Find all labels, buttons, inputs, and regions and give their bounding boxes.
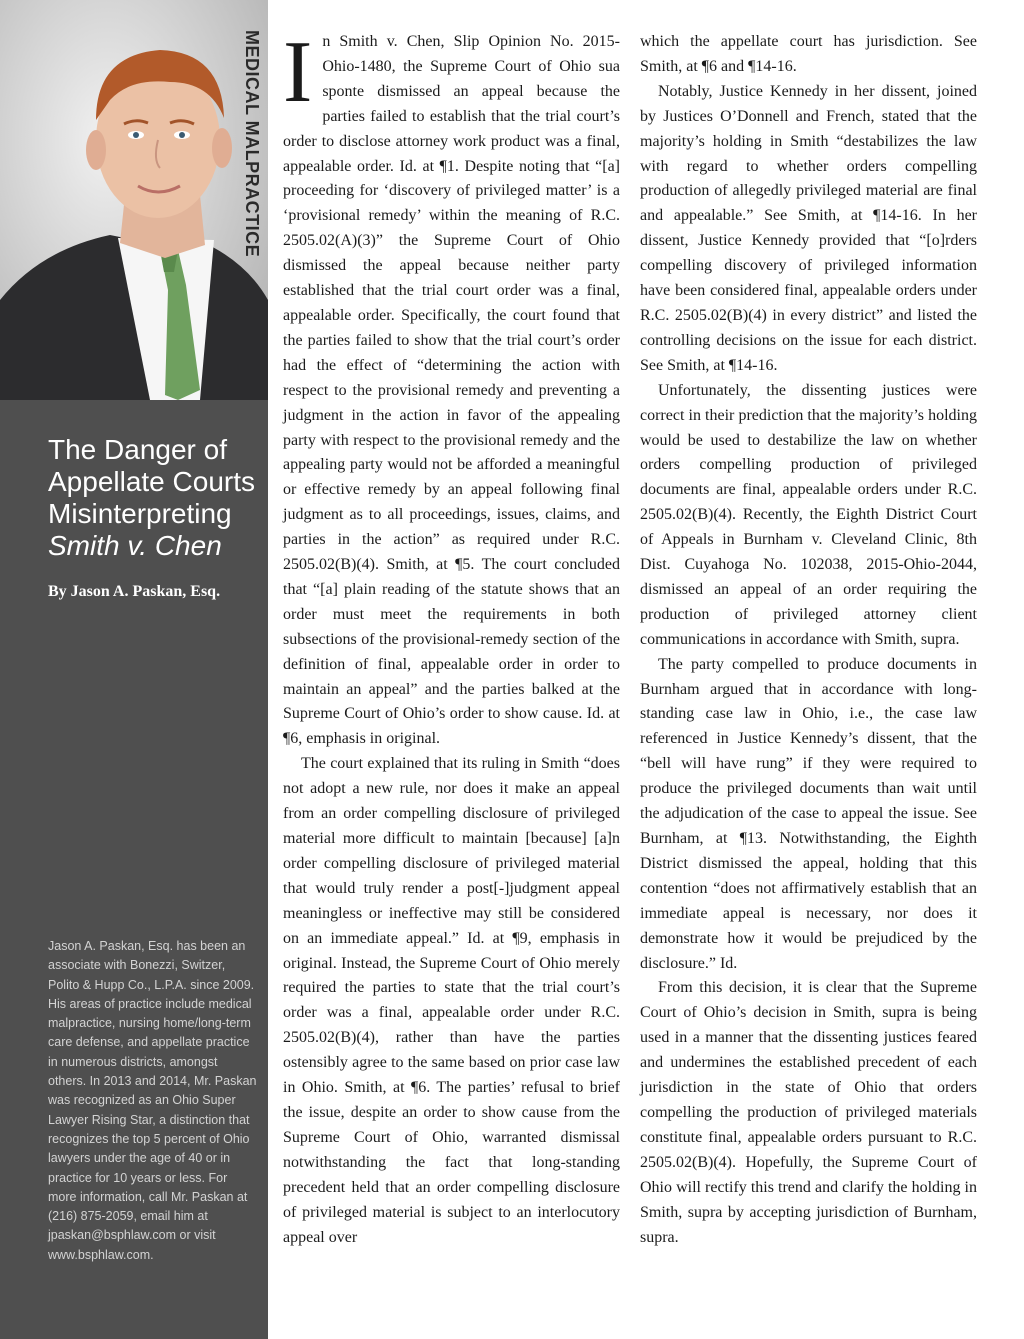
paragraph: From this decision, it is clear that the Supreme Court of Ohio’s decision in Smith, supra is being used in a manner that the dissenting justices feared and undermines the established precedent of each jurisdiction in the state of Ohio that orders compelling the production of privileged materials constitute final, appealable orders pursuant to R.C. 2505.02(B)(4). Hopefully, the Supreme Court of Ohio will rectify this trend and clarify the holding in Smith, supra by accepting jurisdiction of Burnham, supra. xyxy=(640,979,977,1246)
author-photo xyxy=(0,0,268,400)
author-portrait-image xyxy=(0,0,268,400)
title-line-3: Misinterpreting xyxy=(48,498,232,529)
article-title xyxy=(48,434,273,562)
paragraph: Notably, Justice Kennedy in her dissent, joined by Justices O’Donnell and French, stated that the majority’s holding in Smith “destabilizes the law with regard to whether orders compelling production of allegedly privileged material are final and appealable.” See Smith, at ¶14-16. In her dissent, Justice Kennedy provided that “[o]rders compelling discovery of privileged information have been considered final, appealable orders under R.C. 2505.02(B)(4) in every district” and listed the controlling decisions on the issue for each district. See Smith, at ¶14-16. xyxy=(640,82,977,374)
paragraph: which the appellate court has jurisdiction. See Smith, at ¶6 and ¶14-16. xyxy=(640,33,977,75)
article-column-2 xyxy=(640,30,977,1250)
paragraph: The court explained that its ruling in Smith “does not adopt a new rule, nor does it make an appeal from an order compelling disclosure of privileged material more difficult to maintain [because] [a]n order compelling disclosure of privileged material that would truly render a post[-]judgment appeal meaningless or ineffective may still be considered on an immediate appeal.” Id. at ¶9, emphasis in original. Instead, the Supreme Court of Ohio merely required the parties to state that the trial court’s order was a final, appealable order under R.C. 2505.02(B)(4), rather than have the parties ostensibly agree to the same based on prior case law in Ohio. Smith, at ¶6. The parties’ refusal to brief the issue, despite an order to show cause from the Supreme Court of Ohio, warranted dismissal notwithstanding the fact that long-standing precedent held that an order compelling disclosure of privileged material is subject to an interlocutory appeal over xyxy=(283,755,620,1246)
drop-cap: I xyxy=(283,24,313,121)
paragraph: Unfortunately, the dissenting justices were correct in their prediction that the majority’s holding would be used to destabilize the law on whether orders compelling production of privileged documents are final, appealable orders under R.C. 2505.02(B)(4). Recently, the Eighth District Court of Appeals in Burnham v. Cleveland Clinic, 8th Dist. Cuyahoga No. 102038, 2015-Ohio-2044, dismissed an appeal of an order requiring the production of privileged attorney client communications in accordance with Smith, supra. xyxy=(640,381,977,648)
byline: By Jason A. Paskan, Esq. xyxy=(48,583,221,600)
author-bio: Jason A. Paskan, Esq. has been an associate with Bonezzi, Switzer, Polito & Hupp Co., L.P.A. since 2009. His areas of practice include medical malpractice, nursing home/long-term care defense, and appellate practice in numerous districts, amongst others. In 2013 and 2014, Mr. Paskan was recognized as an Ohio Super Lawyer Rising Star, a distinction that recognizes the top 5 percent of Ohio lawyers under the age of 40 or in practice for 10 years or less. For more information, call Mr. Paskan at (216) 875-2059, email him at jpaskan@bsphlaw.com or visit www.bsphlaw.com. xyxy=(48,939,257,1262)
paragraph xyxy=(283,24,620,752)
title-line-1: The Danger of xyxy=(48,434,227,465)
paragraph-text: n Smith v. Chen, Slip Opinion No. 2015-Ohio-1480, the Supreme Court of Ohio sua sponte dismissed an appeal because the parties failed to establish that the trial court’s order to disclose attorney work product was a final, appealable order. Id. at ¶1. Despite noting that “[a] proceeding for ‘discovery of privileged matter’ is a ‘provisional remedy’ within the meaning of R.C. 2505.02(A)(3)” the Supreme Court of Ohio dismissed the appeal because neither party established that the trial court order was a final, appealable order. Specifically, the court found that the parties failed to show that the trial court’s order had the effect of “determining the action with respect to the provisional remedy and preventing a judgment in the action in favor of the appealing party with respect to the provisional remedy and the appealing party would not be afforded a meaningful or effective remedy by an appeal following final judgment as to all proceedings, issues, claims, and parties in the action” as required under R.C. 2505.02(B)(4). Smith, at ¶5. The court concluded that “[a] plain reading of the statute shows that an order must meet the requirements in both subsections of the provisional-remedy section of the definition of final, appealable order in order to maintain an appeal” and the parties balked at the Supreme Court of Ohio’s order to show cause. Id. at ¶6, emphasis in original. xyxy=(283,33,620,748)
title-line-2: Appellate Courts xyxy=(48,466,256,497)
section-label: MEDICAL MALPRACTICE xyxy=(242,30,262,258)
author-sidebar xyxy=(0,0,268,1339)
title-line-4: Smith v. Chen xyxy=(48,530,222,561)
article-column-1 xyxy=(283,24,620,1250)
paragraph: The party compelled to produce documents in Burnham argued that in accordance with long-standing case law in Ohio, i.e., the case law referenced in Justice Kennedy’s dissent, that the “bell will have rung” if they were required to produce the privileged documents than wait until the adjudication of the case to appeal the issue. See Burnham, at ¶13. Notwithstanding, the Eighth District dismissed the appeal, holding that this contention “does not affirmatively establish that an immediate appeal is necessary, nor does it demonstrate how it would be prejudiced by the disclosure.” Id. xyxy=(640,655,977,972)
